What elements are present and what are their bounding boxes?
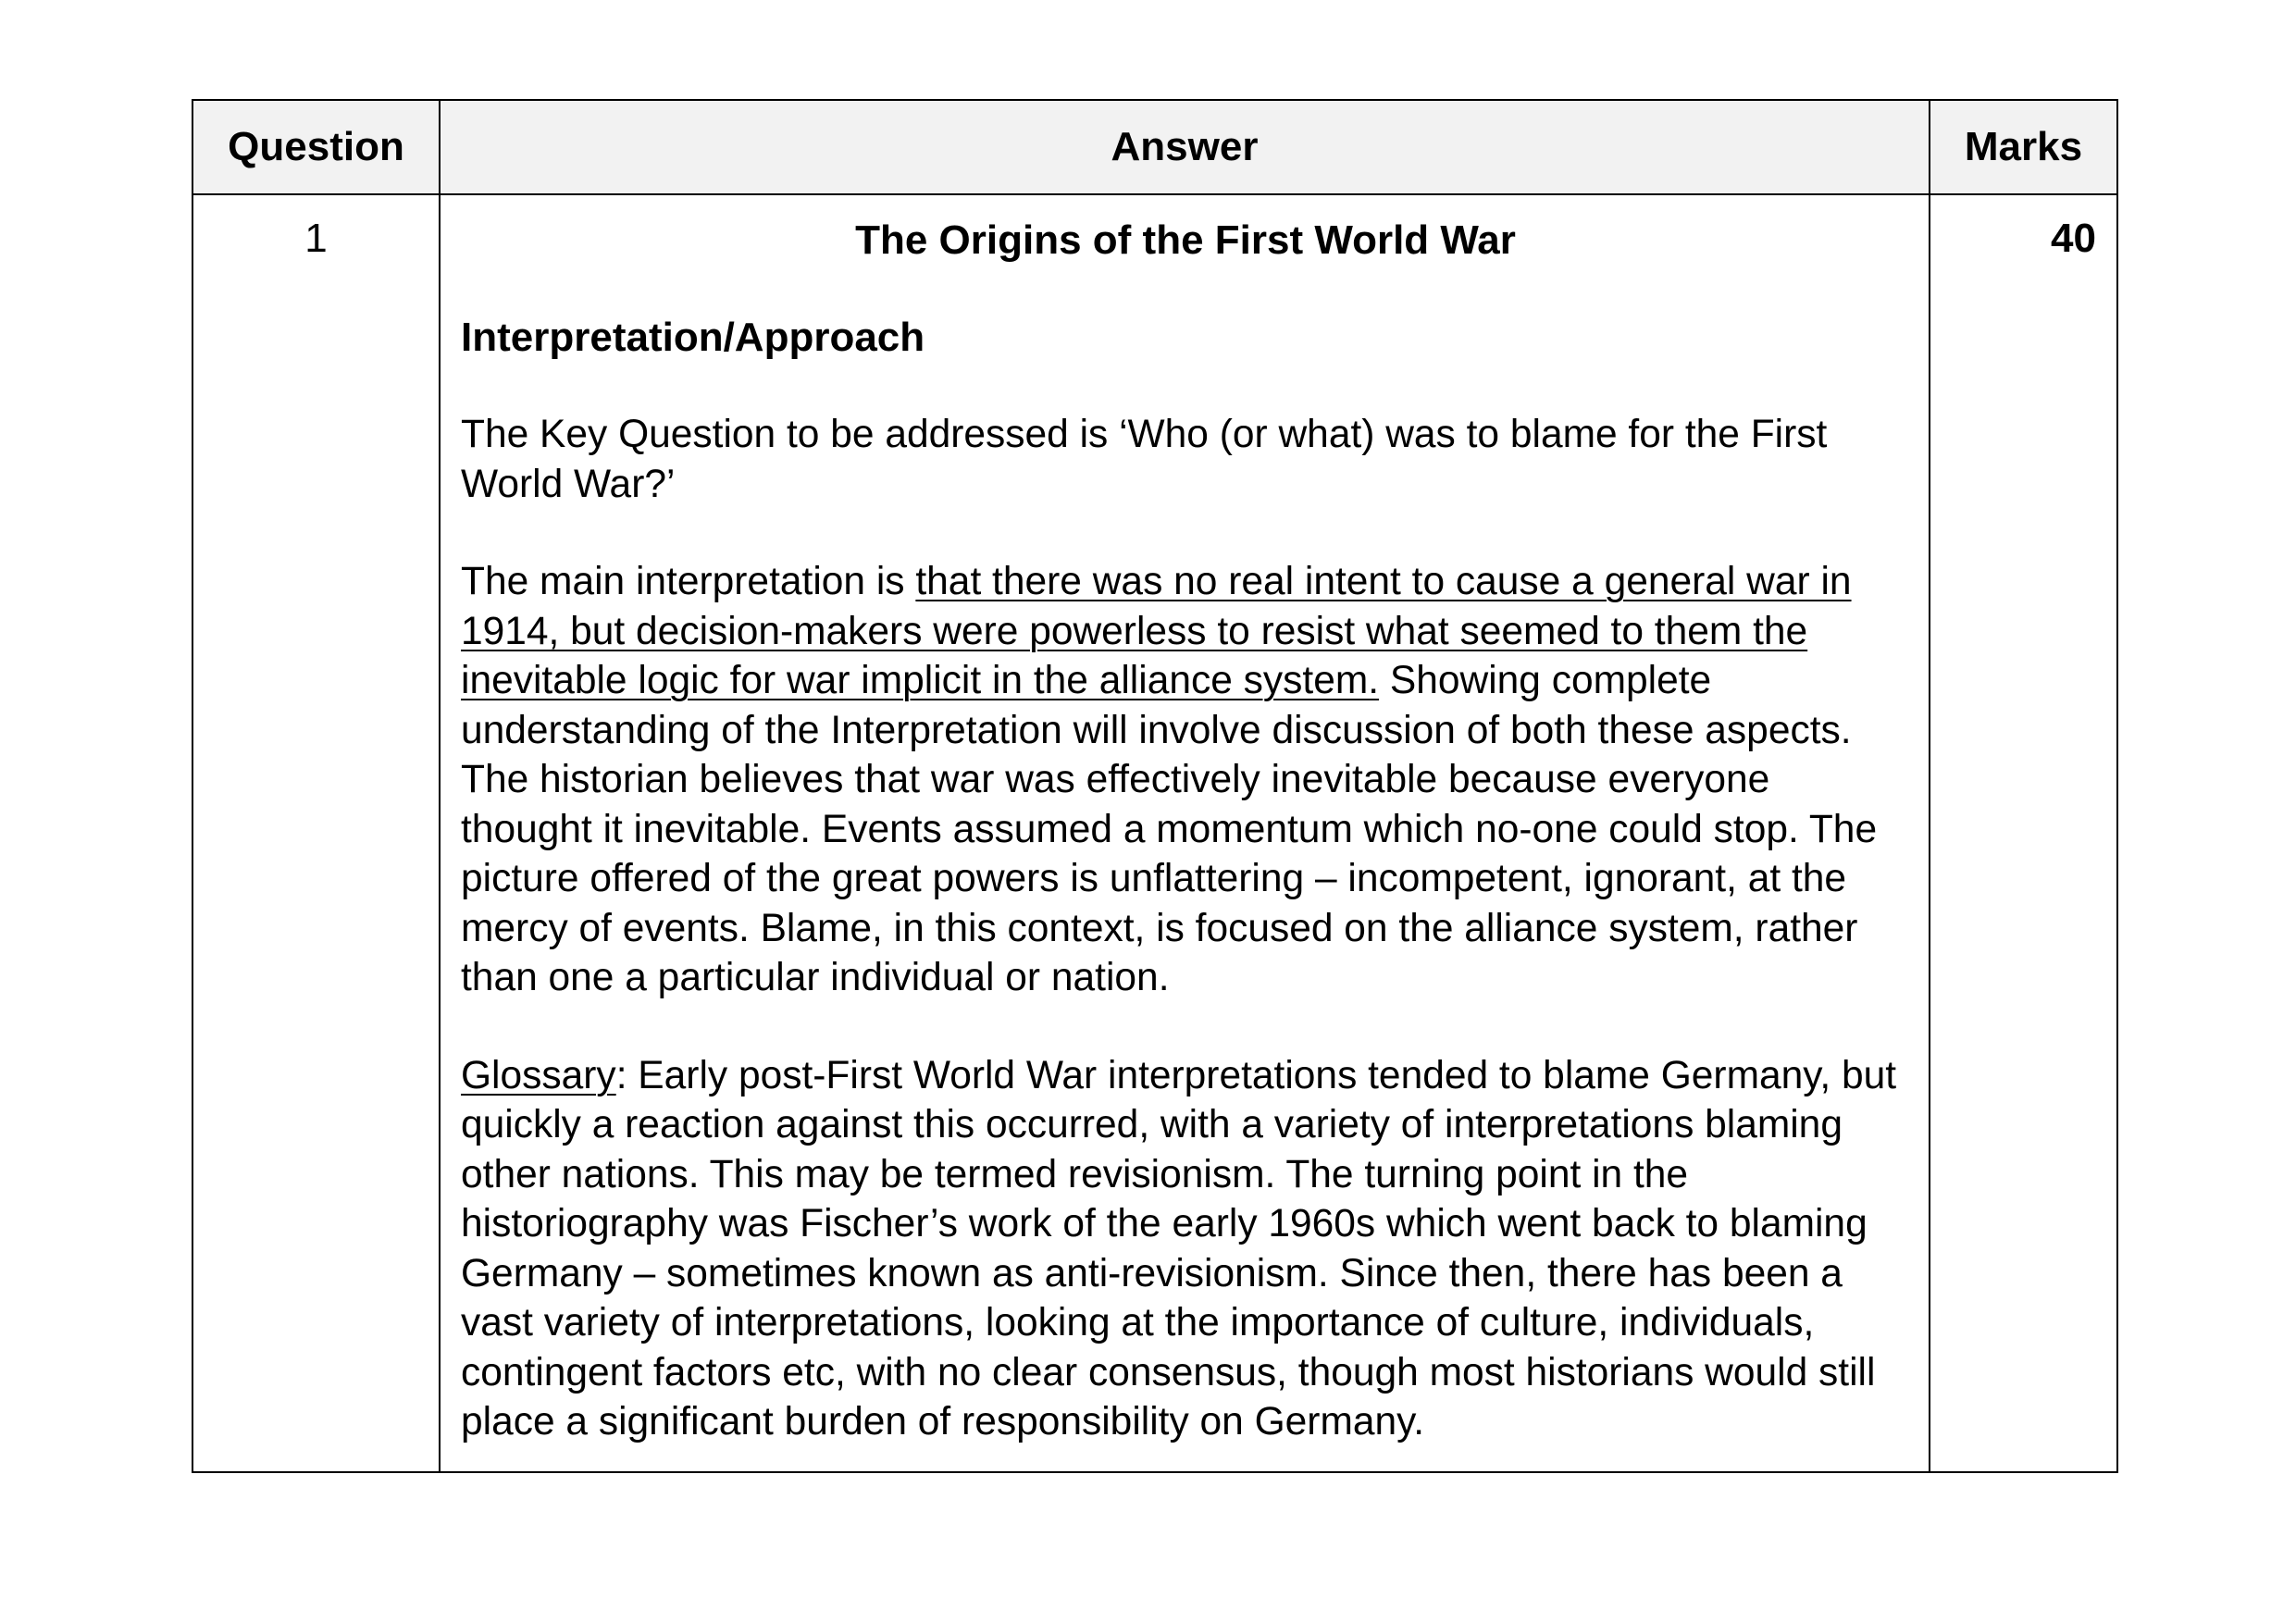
glossary-text: : Early post-First World War interpretations tended to blame Germany, but quickly a reaction against this occurred, with a variety of interpretations blaming other nations. This may be termed revisionism. The turning point in the historiography was Fischer’s work of the early 1960s which went back to blaming Germany – sometimes known as anti-revisionism. Since then, there has been a vast variety of interpretations, looking at the importance of culture, individuals, contingent factors etc, with no clear consensus, though most historians would still place a significant burden of responsibility on Germany. xyxy=(461,1053,1897,1443)
question-number: 1 xyxy=(192,194,440,1472)
main-interpretation-underlined: that there was no real intent to cause a general war in 1914, but decision-makers were powerless to resist what seemed to them the inevitable logic for war implicit in the alliance system. xyxy=(461,560,1852,702)
marks-value: 40 xyxy=(1930,194,2117,1472)
main-interpretation-rest: Showing complete understanding of the Interpretation will involve discussion of both these aspects. The historian believes that war was effectively inevitable because everyone thought it inevitable. Events assumed a momentum which no-one could stop. The picture offered of the great powers is unflattering – incompetent, ignorant, at the mercy of events. Blame, in this context, is focused on the alliance system, rather than one a particular individual or nation. xyxy=(461,659,1878,999)
answer-title: The Origins of the First World War xyxy=(855,217,1516,263)
table-row xyxy=(192,194,2117,1472)
answer-column-header: Answer xyxy=(440,100,1930,194)
marks-column-header: Marks xyxy=(1930,100,2117,194)
main-interpretation-lead: The main interpretation is xyxy=(461,560,916,603)
question-column-header: Question xyxy=(192,100,440,194)
glossary-paragraph xyxy=(461,1051,1910,1447)
answer-cell xyxy=(440,194,1930,1472)
mark-scheme-table xyxy=(192,99,2118,1473)
glossary-label: Glossary xyxy=(461,1053,616,1097)
header-row xyxy=(192,100,2117,194)
interpretation-heading: Interpretation/Approach xyxy=(461,315,925,360)
key-question-paragraph: The Key Question to be addressed is ‘Who (or what) was to blame for the First World War?’ xyxy=(461,413,1828,506)
main-interpretation-paragraph xyxy=(461,557,1910,1003)
